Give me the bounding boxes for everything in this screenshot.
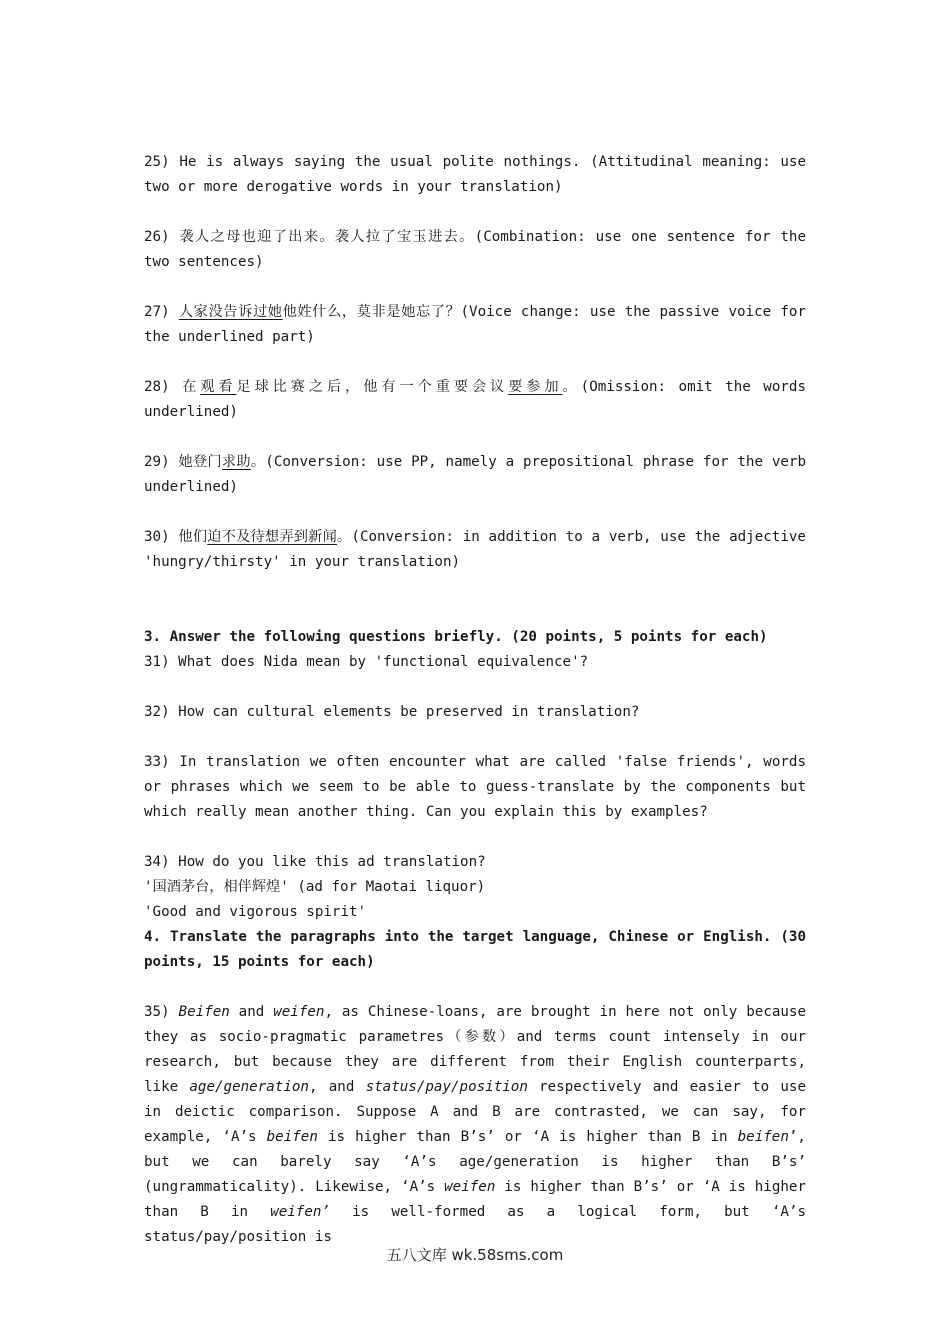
question-29-rest: 。(Conversion: use PP, namely a prepositional phrase for the verb underlined) (144, 454, 806, 495)
question-34-line-1: 34) How do you like this ad translation? (144, 854, 486, 870)
question-30-rest: 。(Conversion: in addition to a verb, use the adjective 'hungry/thirsty' in your translation) (144, 529, 806, 570)
q35-text-9: is well-formed as a logical form, but ‘A’s status/pay/position is (144, 1204, 806, 1245)
q35-term-weifen-2: weifen (444, 1179, 496, 1195)
document-body (144, 150, 806, 1250)
q35-term-age-generation: age/generation (189, 1079, 309, 1095)
question-35-paragraph (144, 1000, 806, 1250)
question-28-underlined-2: 要参加 (508, 379, 563, 395)
q35-text-2: and (229, 1004, 274, 1020)
q35-term-beifen: Beifen (178, 1004, 230, 1020)
question-30-number: 30) 他们 (144, 529, 208, 545)
q35-term-beifen-2: beifen (266, 1129, 318, 1145)
section-3-heading: 3. Answer the following questions briefly. (20 points, 5 points for each) (144, 629, 768, 645)
question-27-rest: 他姓什么，莫非是她忘了？(Voice change: use the passive voice for the underlined part) (144, 304, 806, 345)
q35-text-7: ’, but we can barely say ‘A’s age/generation is higher than B’s’ (ungrammaticality). Likewise, ‘A’s (144, 1129, 806, 1195)
question-27-underlined: 人家没告诉过她 (178, 304, 283, 320)
question-28-number: 28) 在 (144, 379, 201, 395)
question-28-underlined-1: 观看 (200, 379, 237, 395)
question-25: 25) He is always saying the usual polite nothings. (Attitudinal meaning: use two or more derogative words in your translation) (144, 154, 806, 195)
question-31: 31) What does Nida mean by 'functional equivalence'? (144, 654, 589, 670)
question-34-line-3: 'Good and vigorous spirit' (144, 904, 367, 920)
q35-term-weifen-3: weifen’ (270, 1204, 330, 1220)
q35-text-4: , and (308, 1079, 366, 1095)
q35-text-6: is higher than B’s’ or ‘A is higher than B in (317, 1129, 738, 1145)
q35-text-3: , as Chinese-loans, are brought in here not only because they as socio-pragmatic parametres（参数）and terms count intensely in our research, but because they are different from their English counterparts, like (144, 1004, 806, 1095)
question-28-rest: 。(Omission: omit the words underlined) (144, 379, 806, 420)
question-28-middle: 足球比赛之后，他有一个重要会议 (236, 379, 509, 395)
question-27-number: 27) (144, 304, 179, 320)
question-32: 32) How can cultural elements be preserved in translation? (144, 704, 640, 720)
question-29-number: 29) 她登门 (144, 454, 222, 470)
question-26: 26) 袭人之母也迎了出来。袭人拉了宝玉进去。(Combination: use one sentence for the two sentences) (144, 229, 806, 270)
question-27 (144, 300, 806, 350)
q35-text-8: is higher than B’s’ or ‘A is higher than B in (144, 1179, 806, 1220)
footer-watermark: 五八文库 wk.58sms.com (386, 1246, 564, 1264)
question-30-underlined: 迫不及待想弄到新闻 (207, 529, 337, 545)
question-29-underlined: 求助 (221, 454, 251, 470)
q35-term-beifen-3: beifen (737, 1129, 789, 1145)
q35-text-1: 35) (144, 1004, 179, 1020)
q35-term-weifen: weifen (273, 1004, 325, 1020)
section-4-heading: 4. Translate the paragraphs into the target language, Chinese or English. (30 points, 15 points for each) (144, 929, 806, 970)
question-33: 33) In translation we often encounter what are called 'false friends', words or phrases which we seem to be able to guess-translate by the components but which really mean another thing. Can you explain this by examples? (144, 754, 806, 820)
question-29 (144, 450, 806, 500)
question-28 (144, 375, 806, 425)
q35-text-5: respectively and easier to use in deictic comparison. Suppose A and B are contrasted, we can say, for example, ‘A’s (144, 1079, 807, 1145)
question-34-line-2: '国酒茅台，相伴辉煌' (ad for Maotai liquor) (144, 879, 486, 895)
question-30 (144, 525, 806, 575)
q35-term-status-pay-position: status/pay/position (365, 1079, 528, 1095)
